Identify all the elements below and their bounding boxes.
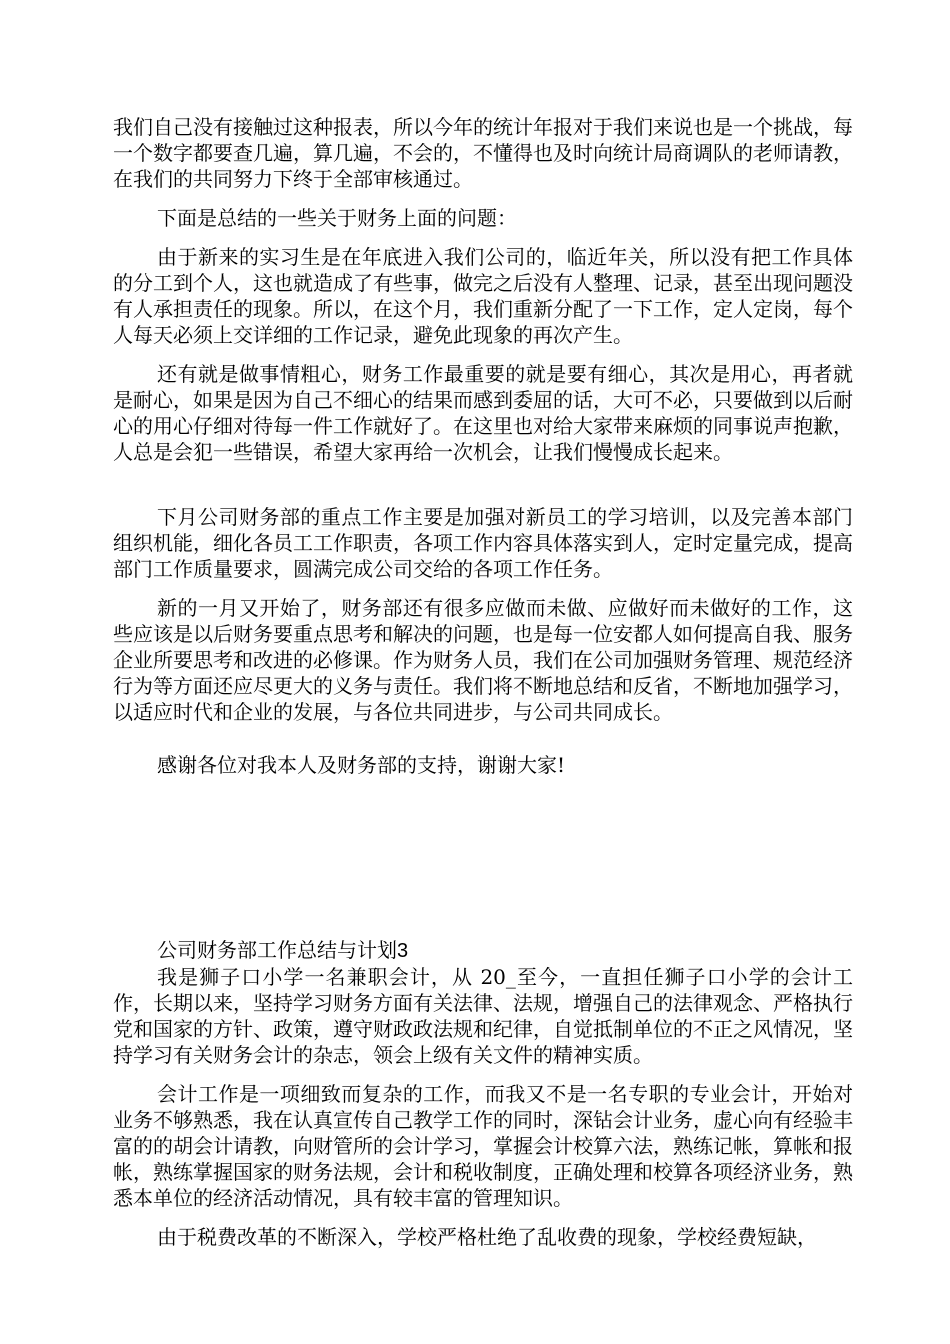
paragraph-new-month: 新的一月又开始了，财务部还有很多应做而未做、应做好而未做好的工作，这些应该是以后财务要重点思考和解决的问题，也是每一位安都人如何提高自我、服务企业所要思考和改进的必修课。作为财务人员，我们在公司加强财务管理、规范经济行为等方面还应尽更大的义务与责任。我们将不断地总结和反省，不断地加强学习，以适应时代和企业的发展，与各位共同进步，与公司共同成长。: [113, 596, 853, 724]
paragraph-tax-reform: 由于税费改革的不断深入，学校严格杜绝了乱收费的现象，学校经费短缺，: [157, 1225, 817, 1249]
paragraph-statistics-report: 我们自己没有接触过这种报表，所以今年的统计年报对于我们来说也是一个挑战，每一个数字都要查几遍，算几遍，不会的，不懂得也及时向统计局商调队的老师请教，在我们的共同努力下终于全部审核通过。: [113, 115, 853, 191]
paragraph-finance-issues-intro: 下面是总结的一些关于财务上面的问题：: [157, 206, 517, 230]
section-title: 公司财务部工作总结与计划3: [157, 940, 409, 962]
paragraph-accounting-work: 会计工作是一项细致而复杂的工作，而我又不是一名专职的专业会计，开始对业务不够熟悉，我在认真宣传自己教学工作的同时，深钻会计业务，虚心向有经验丰富的的胡会计请教，向财管所的会计学习，掌握会计校算六法，熟练记帐，算帐和报帐，熟练掌握国家的财务法规，会计和税收制度，正确处理和校算各项经济业务，熟悉本单位的经济活动情况，具有较丰富的管理知识。: [113, 1082, 853, 1210]
paragraph-intern-work-division: 由于新来的实习生是在年底进入我们公司的，临近年关，所以没有把工作具体的分工到个人，这也就造成了有些事，做完之后没有人整理、记录，甚至出现问题没有人承担责任的现象。所以，在这个月，我们重新分配了一下工作，定人定岗，每个人每天必须上交详细的工作记录，避免此现象的再次产生。: [113, 245, 853, 347]
paragraph-part-time-accountant: 我是狮子口小学一名兼职会计，从 20_至今，一直担任狮子口小学的会计工作，长期以来，坚持学习财务方面有关法律、法规，增强自己的法律观念、严格执行党和国家的方针、政策，遵守财政政法规和纪律，自觉抵制单位的不正之风情况，坚持学习有关财务会计的杂志，领会上级有关文件的精神实质。: [113, 965, 853, 1067]
paragraph-next-month-plan: 下月公司财务部的重点工作主要是加强对新员工的学习培训，以及完善本部门组织机能，细化各员工工作职责，各项工作内容具体落实到人，定时定量完成，提高部门工作质量要求，圆满完成公司交给的各项工作任务。: [113, 505, 853, 581]
paragraph-thanks: 感谢各位对我本人及财务部的支持，谢谢大家!: [157, 753, 566, 777]
paragraph-carelessness: 还有就是做事情粗心，财务工作最重要的就是要有细心，其次是用心，再者就是耐心，如果是因为自己不细心的结果而感到委屈的话，大可不必，只要做到以后耐心的用心仔细对待每一件工作就好了。在这里也对给大家带来麻烦的同事说声抱歉，人总是会犯一些错误，希望大家再给一次机会，让我们慢慢成长起来。: [113, 362, 853, 464]
